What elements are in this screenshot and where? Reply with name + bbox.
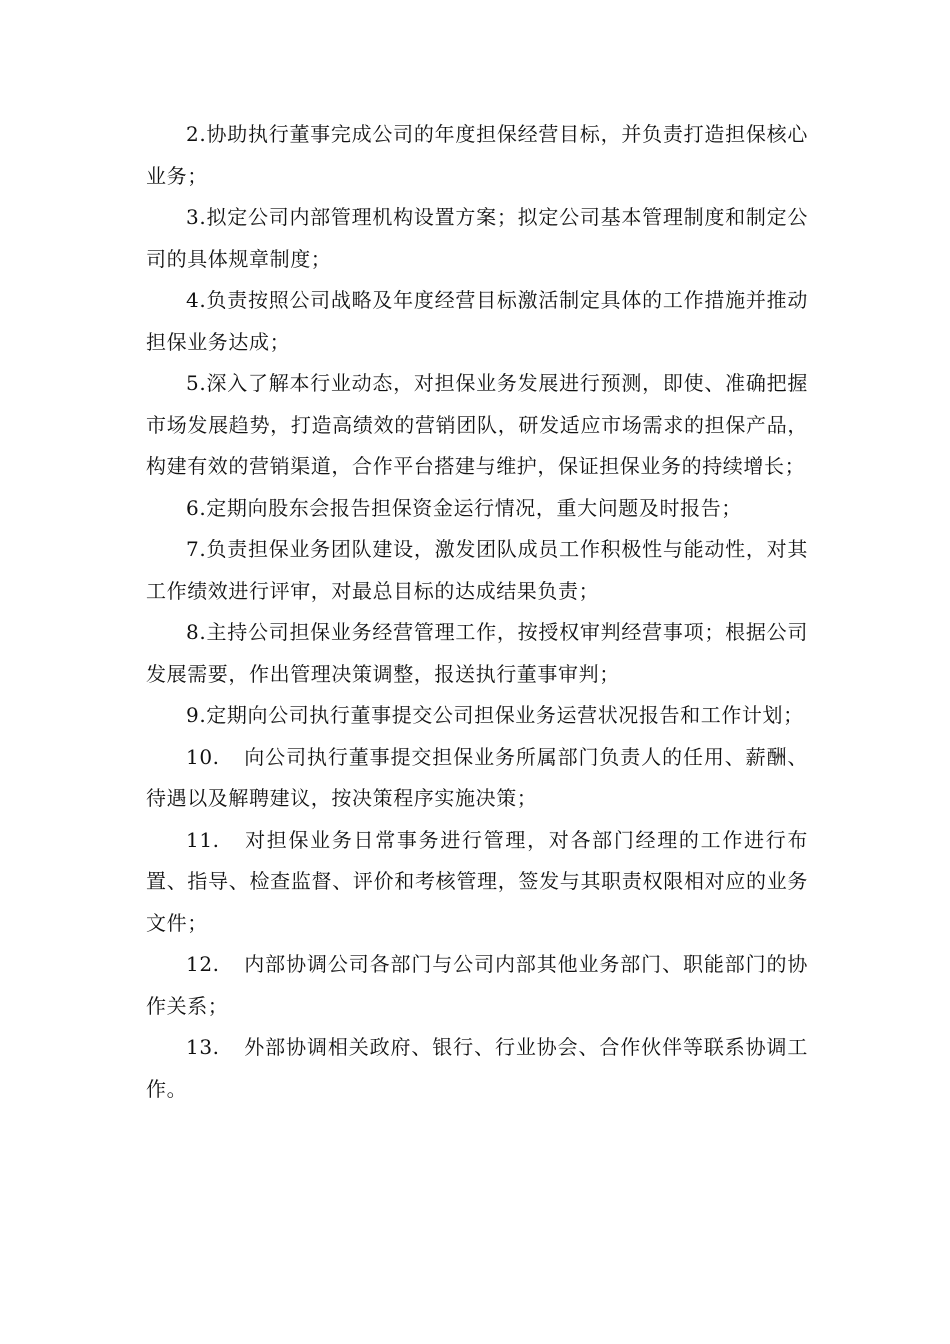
item-number: 9. — [186, 703, 207, 727]
document-body — [146, 114, 808, 1110]
list-item — [146, 363, 808, 488]
list-item — [146, 612, 808, 695]
item-text: 拟定公司内部管理机构设置方案；拟定公司基本管理制度和制定公司的具体规章制度； — [146, 205, 808, 271]
list-item — [146, 488, 808, 530]
item-number: 4. — [186, 288, 207, 312]
item-text: 主持公司担保业务经营管理工作，按授权审判经营事项；根据公司发展需要，作出管理决策调整，报送执行董事审判； — [146, 620, 808, 686]
item-text: 协助执行董事完成公司的年度担保经营目标，并负责打造担保核心业务； — [146, 122, 808, 188]
item-number: 7. — [186, 537, 207, 561]
item-number: 6. — [186, 495, 207, 520]
item-text: 定期向公司执行董事提交公司担保业务运营状况报告和工作计划； — [206, 703, 804, 727]
item-text: 负责按照公司战略及年度经营目标激活制定具体的工作措施并推动担保业务达成； — [146, 288, 808, 354]
item-text: 对担保业务日常事务进行管理，对各部门经理的工作进行布置、指导、检查监督、评价和考核管理，签发与其职责权限相对应的业务文件； — [146, 827, 808, 935]
list-item — [146, 944, 808, 1027]
item-number: 2. — [186, 122, 207, 146]
item-text: 外部协调相关政府、银行、行业协会、合作伙伴等联系协调工作。 — [146, 1035, 808, 1101]
list-item — [146, 695, 808, 737]
list-item — [146, 820, 808, 945]
list-item — [146, 114, 808, 197]
item-number: 8. — [186, 620, 207, 644]
item-text: 向公司执行董事提交担保业务所属部门负责人的任用、薪酬、待遇以及解聘建议，按决策程序实施决策； — [146, 744, 808, 810]
item-number: 13. — [186, 1035, 220, 1059]
item-number: 11. — [186, 827, 220, 852]
item-text: 深入了解本行业动态，对担保业务发展进行预测，即使、准确把握市场发展趋势，打造高绩效的营销团队，研发适应市场需求的担保产品，构建有效的营销渠道，合作平台搭建与维护，保证担保业务的持续增长； — [146, 371, 808, 478]
list-item — [146, 280, 808, 363]
list-item — [146, 529, 808, 612]
item-text: 内部协调公司各部门与公司内部其他业务部门、职能部门的协作关系； — [146, 952, 808, 1018]
list-item — [146, 197, 808, 280]
item-number: 10. — [186, 744, 220, 769]
item-number: 5. — [186, 371, 207, 395]
item-text: 负责担保业务团队建设，激发团队成员工作积极性与能动性，对其工作绩效进行评审，对最总目标的达成结果负责； — [146, 537, 808, 603]
list-item — [146, 737, 808, 820]
item-text: 定期向股东会报告担保资金运行情况，重大问题及时报告； — [206, 495, 742, 520]
item-number: 3. — [186, 205, 207, 229]
item-number: 12. — [186, 952, 220, 976]
list-item — [146, 1027, 808, 1110]
